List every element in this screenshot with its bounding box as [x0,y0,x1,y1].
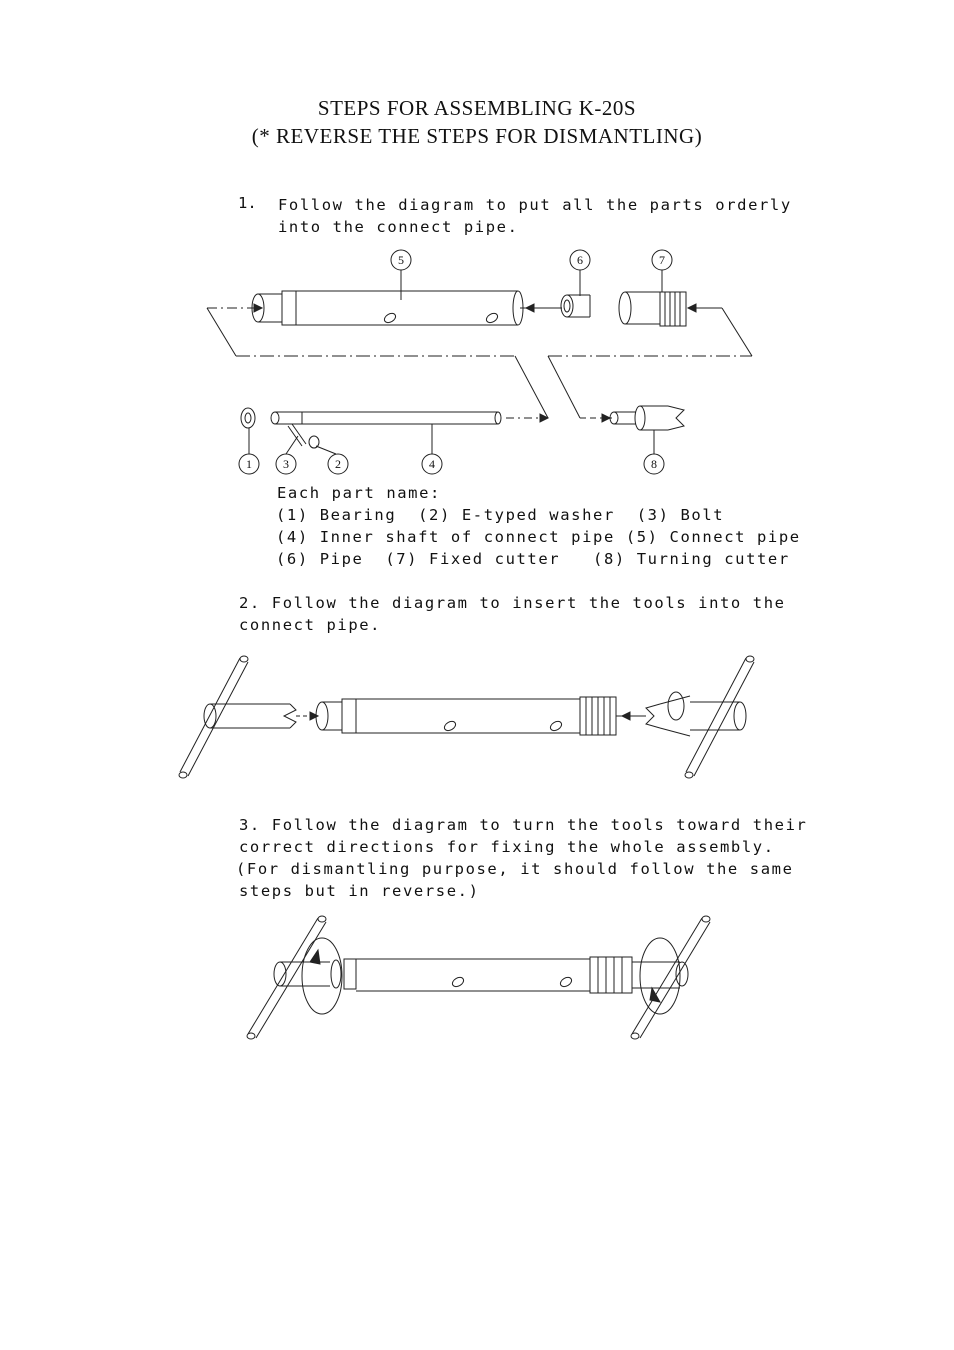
step1-line2: into the connect pipe. [278,218,519,236]
step1-line1: Follow the diagram to put all the parts orderly [278,196,792,214]
step3-line3: (For dismantling purpose, it should follow the same [236,860,794,878]
turn-tools-diagram [0,908,954,1048]
parts-line3: (6) Pipe (7) Fixed cutter (8) Turning cutter [276,550,790,568]
page-subtitle: (* REVERSE THE STEPS FOR DISMANTLING) [251,124,703,148]
callout-8: 8 [651,457,657,471]
step3-line2: correct directions for fixing the whole assembly. [239,838,775,856]
step1-number: 1. [238,194,257,212]
step3-line1: 3. Follow the diagram to turn the tools toward their [239,816,808,834]
step2-line1: 2. Follow the diagram to insert the tools into the [239,594,786,612]
step2-line2: connect pipe. [239,616,382,634]
parts-line2: (4) Inner shaft of connect pipe (5) Connect pipe [276,528,801,546]
callout-2: 2 [335,457,341,471]
callout-7: 7 [659,253,665,267]
callout-1: 1 [246,457,252,471]
callout-4: 4 [429,457,435,471]
parts-heading: Each part name: [277,484,441,502]
step3-line4: steps but in reverse.) [239,882,480,900]
callout-5: 5 [398,253,404,267]
parts-line1: (1) Bearing (2) E-typed washer (3) Bolt [276,506,725,524]
insert-tools-diagram [0,640,954,800]
exploded-view-diagram [0,0,954,490]
callout-3: 3 [283,457,289,471]
page-title: STEPS FOR ASSEMBLING K-20S [317,96,637,120]
callout-6: 6 [577,253,583,267]
